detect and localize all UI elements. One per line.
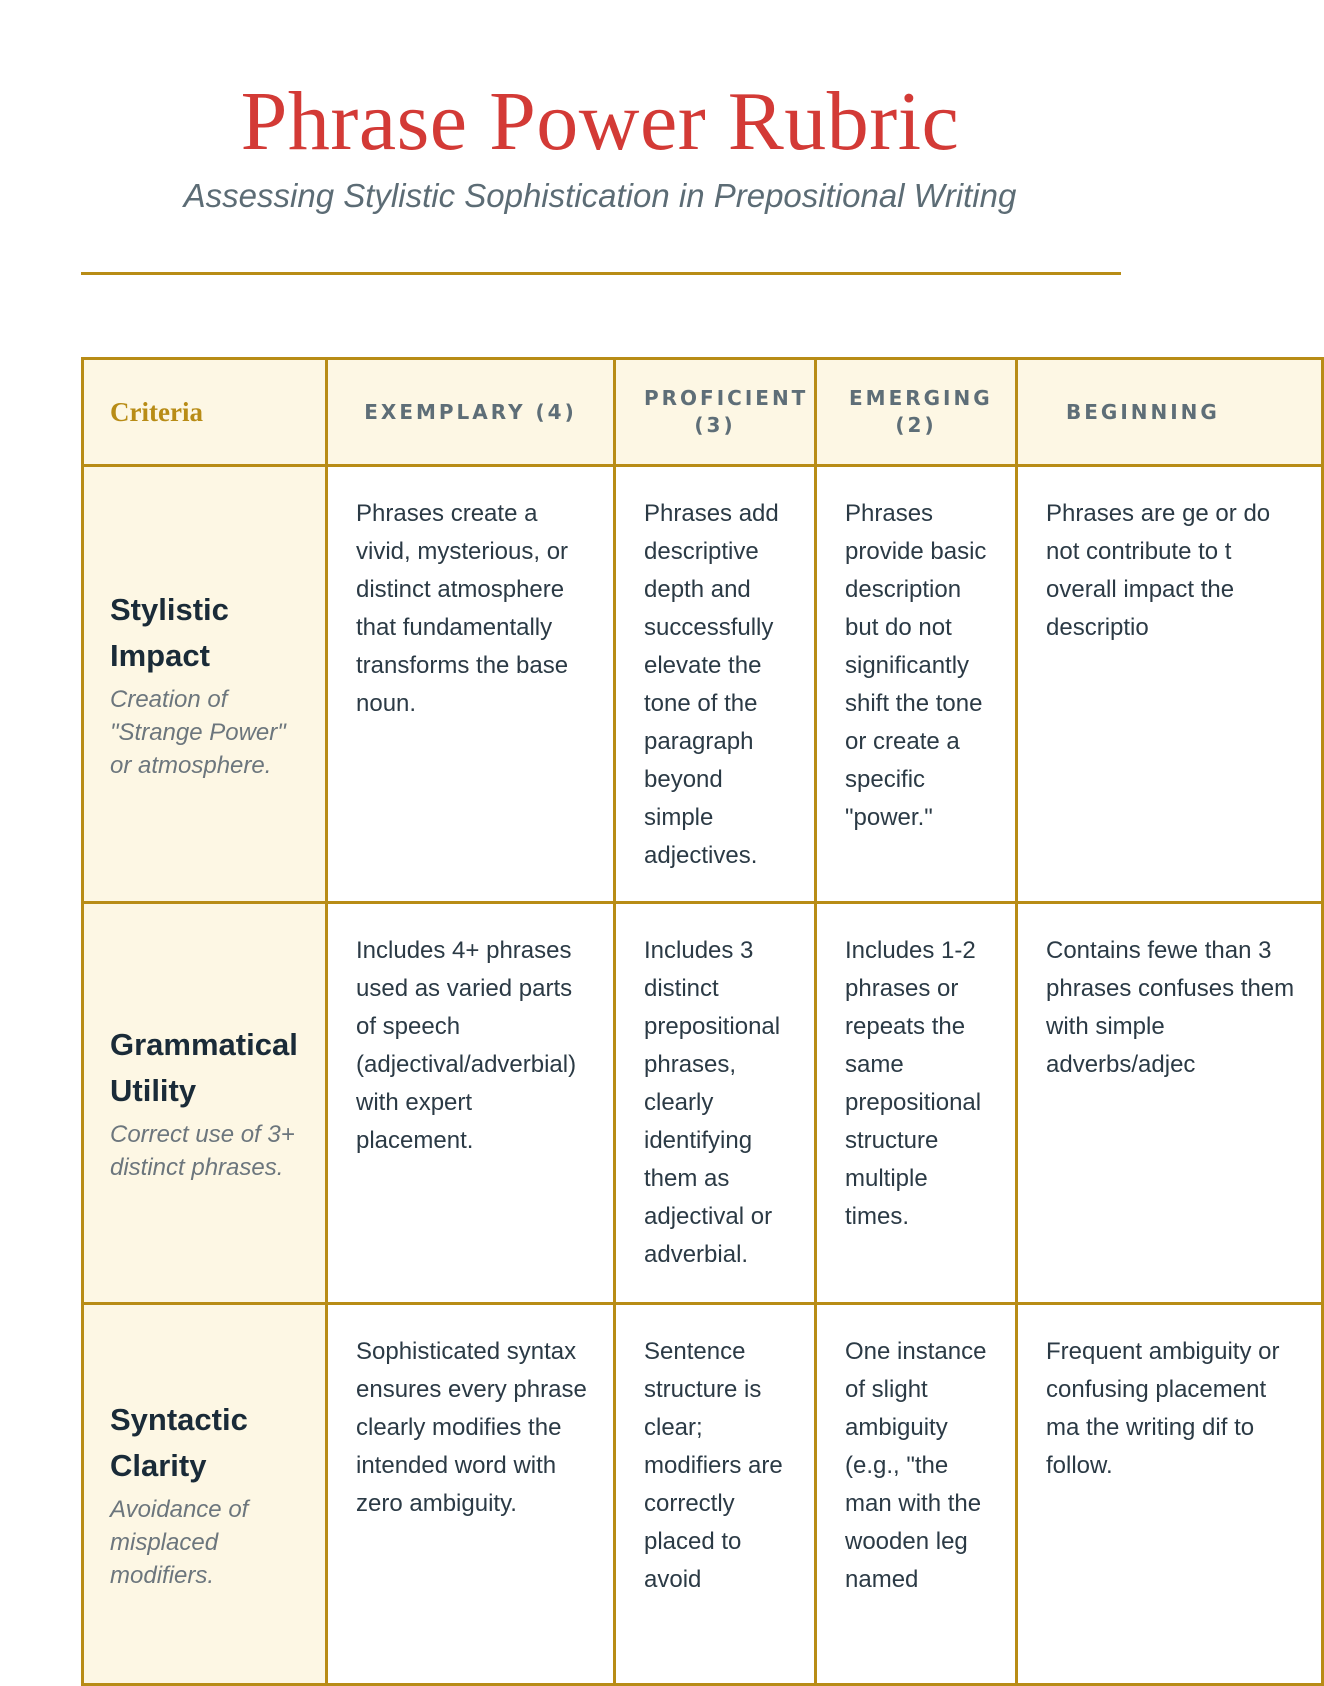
rubric-cell-beginning: Phrases are ge or do not contribute to t overall impact the descriptio (1017, 466, 1323, 903)
criterion-name: Stylistic Impact (110, 591, 229, 673)
rubric-table (81, 357, 1324, 1686)
rubric-cell-exemplary: Phrases create a vivid, mysterious, or distinct atmosphere that fundamentally transforms the base noun. (327, 466, 615, 903)
rubric-cell-beginning: Contains fewe than 3 phrases confuses them with simple adverbs/adjec (1017, 903, 1323, 1304)
rubric-cell-proficient: Sentence structure is clear; modifiers are correctly placed to avoid (615, 1304, 816, 1685)
rubric-cell-emerging: Phrases provide basic description but do not significantly shift the tone or create a specific "power." (816, 466, 1017, 903)
level-header-label: PROFICIENT (3) (644, 386, 809, 437)
criterion-name: Grammatical Utility (110, 1027, 298, 1108)
rubric-cell-emerging: Includes 1-2 phrases or repeats the same prepositional structure multiple times. (816, 903, 1017, 1304)
level-header-emerging (816, 359, 1017, 466)
criterion-description: Correct use of 3+ distinct phrases. (110, 1121, 295, 1181)
level-header-label: EXEMPLARY (4) (364, 399, 577, 424)
table-header-row (83, 359, 1323, 466)
level-header-exemplary (327, 359, 615, 466)
rubric-table-container (81, 357, 1295, 1600)
table-row (83, 1304, 1323, 1685)
criterion-description: Creation of "Strange Power" or atmosphere. (110, 685, 286, 779)
criterion-cell (83, 903, 327, 1304)
rubric-cell-emerging: One instance of slight ambiguity (e.g., "the man with the wooden leg named (816, 1304, 1017, 1685)
level-header-label: BEGINNING (1066, 399, 1220, 424)
criterion-cell (83, 1304, 327, 1685)
rubric-cell-exemplary: Sophisticated syntax ensures every phrase clearly modifies the intended word with zero ambiguity. (327, 1304, 615, 1685)
criterion-cell (83, 466, 327, 903)
level-header-beginning (1017, 359, 1323, 466)
rubric-cell-proficient: Phrases add descriptive depth and successfully elevate the tone of the paragraph beyond simple adjectives. (615, 466, 816, 903)
page-subtitle: Assessing Stylistic Sophistication in Prepositional Writing (183, 177, 1017, 214)
criterion-description: Avoidance of misplaced modifiers. (110, 1495, 249, 1589)
level-header-proficient (615, 359, 816, 466)
rubric-cell-beginning: Frequent ambiguity or confusing placement ma the writing dif to follow. (1017, 1304, 1323, 1685)
table-row (83, 466, 1323, 903)
table-row (83, 903, 1323, 1304)
page-title: Phrase Power Rubric (240, 75, 960, 168)
title-divider (81, 272, 1121, 275)
criteria-column-header: Criteria (83, 359, 327, 466)
criterion-name: Syntactic Clarity (110, 1401, 248, 1483)
rubric-cell-exemplary: Includes 4+ phrases used as varied parts of speech (adjectival/adverbial) with expert placement. (327, 903, 615, 1304)
level-header-label: EMERGING (2) (849, 386, 993, 437)
rubric-cell-proficient: Includes 3 distinct prepositional phrases, clearly identifying them as adjectival or adverbial. (615, 903, 816, 1304)
